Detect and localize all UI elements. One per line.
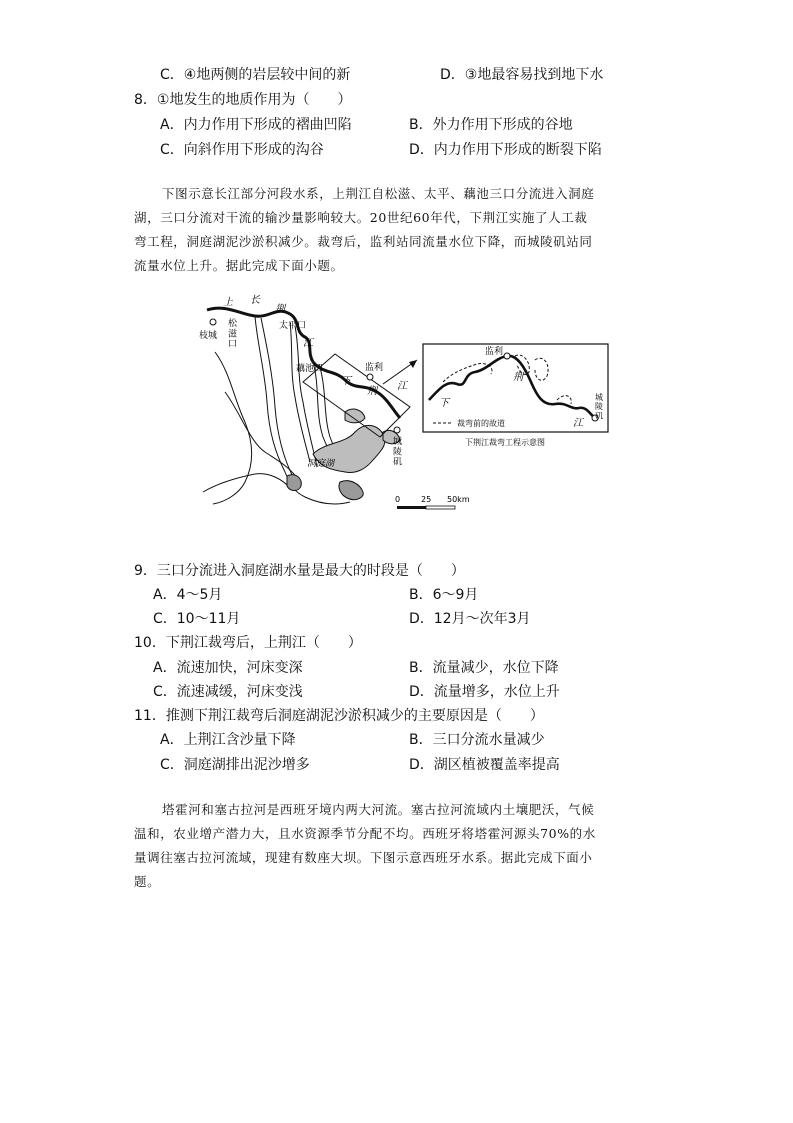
- south-river: [305, 497, 350, 504]
- q9-stem: 9．三口分流进入洞庭湖水量是最大的时段是（ ）: [134, 563, 465, 579]
- label-chenglingji: [393, 435, 405, 468]
- inset-chenglingji-text: 城: [595, 393, 603, 402]
- label-ouchikou: 藕池口: [296, 364, 324, 374]
- q11-option-c: C．洞庭湖排出泥沙增多: [160, 757, 310, 773]
- passage-line: 温和，农业增产潜力大，且水资源季节分配不均。西班牙将塔霍河源头70%的水: [134, 826, 596, 841]
- passage-yangtze: [134, 182, 674, 278]
- scale-mid: 25: [421, 495, 432, 504]
- inset-label-xia: 下: [439, 398, 449, 409]
- label-xia: 下: [341, 376, 351, 387]
- scale-bar-black: [397, 506, 426, 509]
- q10-stem: 10．下荆江裁弯后，上荆江（ ）: [134, 635, 362, 651]
- q11-option-d: D．湖区植被覆盖率提高: [409, 757, 560, 773]
- passage-line: 湖，三口分流对干流的输沙量影响较大。20世纪60年代，下荆江实施了人工裁: [134, 210, 588, 225]
- zoom-arrow-head: [409, 360, 417, 368]
- q10-option-b: B．流量减少，水位下降: [409, 660, 559, 676]
- chenglingji-text: 城: [393, 437, 403, 447]
- west-tributary: [225, 392, 300, 482]
- southwest-river: [203, 474, 290, 492]
- passage-line: 流量水位上升。据此完成下面小题。: [134, 258, 344, 273]
- q8-stem: 8．①地发生的地质作用为（ ）: [134, 92, 352, 108]
- passage-spain: [134, 798, 674, 894]
- q8-option-d: D．内力作用下形成的断裂下陷: [409, 142, 602, 158]
- inset-label-jiang: 江: [573, 418, 583, 429]
- label-jiang: 江: [303, 338, 313, 349]
- scale-zero: 0: [395, 495, 401, 504]
- q7-option-c: C．④地两侧的岩层较中间的新: [160, 67, 351, 83]
- label-chang: 长: [250, 295, 260, 306]
- label-songzikou: [228, 317, 240, 350]
- q8-option-c: C．向斜作用下形成的沟谷: [160, 142, 324, 158]
- inset-label-jing: 荆: [513, 372, 523, 383]
- q10-option-a: A．流速加快，河床变深: [153, 660, 303, 676]
- q8-option-b: B．外力作用下形成的谷地: [409, 117, 573, 133]
- chenglingji-marker: [394, 427, 400, 433]
- zhicheng-marker: [210, 319, 216, 325]
- q11-option-a: A．上荆江含沙量下降: [160, 732, 296, 748]
- label-zhicheng: 枝城: [199, 331, 218, 341]
- label-line: 矶: [595, 411, 603, 421]
- passage-line: 下图示意长江部分河段水系，上荆江自松滋、太平、藕池三口分流进入洞庭: [162, 186, 595, 201]
- q10-option-d: D．流量增多，水位上升: [409, 684, 560, 700]
- passage-line: 弯工程，洞庭湖泥沙淤积减少。裁弯后，监利站同流量水位下降，而城陵矶站同: [134, 234, 593, 249]
- label-jianli: 监利: [365, 363, 384, 373]
- label-line: 陵: [595, 402, 603, 412]
- label-line: 矶: [393, 457, 403, 468]
- inset-jianli-marker: [504, 353, 510, 359]
- dongting-lake-west: [287, 475, 301, 491]
- inset-caption: 下荆江裁弯工程示意图: [465, 438, 545, 447]
- q7-option-d: D．③地最容易找到地下水: [440, 67, 604, 83]
- songzikou-text: 松: [228, 319, 238, 329]
- q10-option-c: C．流速减缓，河床变浅: [153, 684, 303, 700]
- q9-option-d: D．12月～次年3月: [409, 611, 531, 627]
- passage-line: 题。: [134, 874, 161, 889]
- passage-line: 塔霍河和塞古拉河是西班牙境内两大河流。塞古拉河流域内土壤肥沃，气候: [162, 802, 595, 817]
- label-jiang2: 江: [397, 381, 407, 392]
- jianli-marker: [367, 374, 373, 380]
- scale-bar-white: [426, 506, 455, 509]
- q9-option-c: C．10～11月: [153, 611, 241, 627]
- label-line: 滋: [228, 329, 238, 340]
- east-lake: [345, 409, 365, 423]
- passage-line: 量调往塞古拉河流域，现建有数座大坝。下图示意西班牙水系。据此完成下面小: [134, 850, 593, 865]
- q9-option-b: B．6～9月: [409, 587, 479, 603]
- q8-option-a: A．内力作用下形成的褶曲凹陷: [160, 117, 352, 133]
- label-taipingkou: 太平口: [279, 321, 307, 331]
- label-line: 陵: [393, 447, 403, 458]
- label-line: 口: [228, 339, 238, 350]
- scale-end: 50km: [447, 495, 470, 504]
- yangtze-map-figure: [195, 292, 615, 514]
- label-dongtinghu: 洞庭湖: [307, 459, 335, 469]
- label-shang: 上: [223, 297, 233, 308]
- inset-label-jianli: 监利: [485, 347, 504, 357]
- q11-stem: 11．推测下荆江裁弯后洞庭湖泥沙淤积减少的主要原因是（ ）: [134, 708, 544, 724]
- q9-option-a: A．4～5月: [153, 587, 223, 603]
- dongting-lake-south: [339, 481, 363, 500]
- label-jing2: 荆: [367, 386, 377, 397]
- label-jing: 荆: [275, 304, 285, 315]
- q11-option-b: B．三口分流水量减少: [409, 732, 545, 748]
- inset-legend: 裁弯前的故道: [457, 419, 505, 428]
